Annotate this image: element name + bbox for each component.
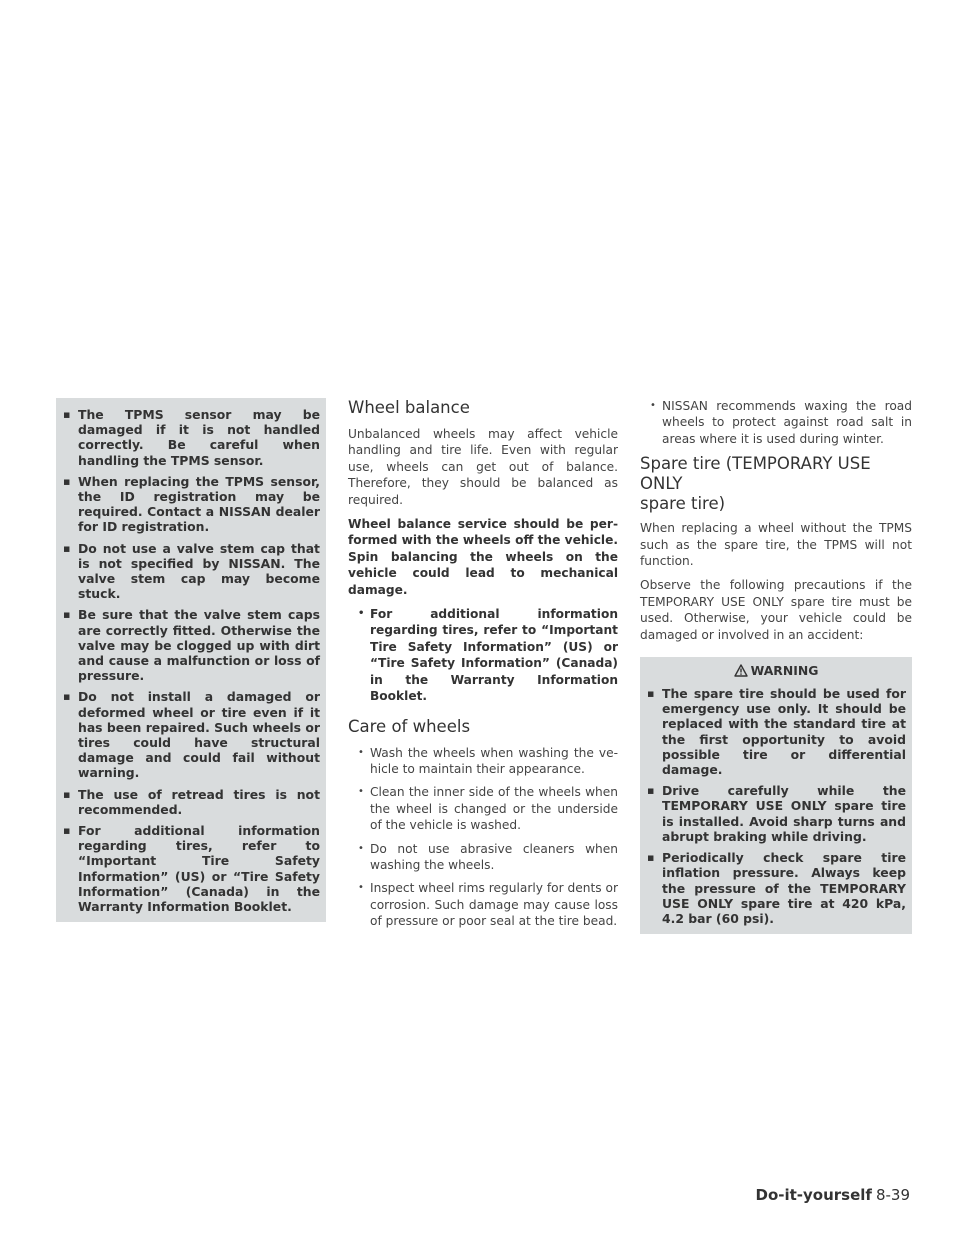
care-of-wheels-heading: Care of wheels (348, 716, 471, 736)
warning-item: ▪ Periodically check spare tire inflation pressure. Always keep the pressure of the TEMPORARY USE ONLY spare tire at 420 kPa, 4.2 bar (60 psi). (646, 850, 906, 926)
caution-item: ▪ The TPMS sensor may be damaged if it is not handled correctly. Be careful when handling the TPMS sensor. (62, 407, 320, 468)
spare-tire-paragraph: When replacing a wheel without the TPMS such as the spare tire, the TPMS will not function. (640, 521, 912, 569)
care-item: • Wash the wheels when washing the vehicle to maintain their appearance. (348, 745, 618, 778)
spare-tire-heading-line2: spare tire) (640, 494, 726, 514)
wheel-balance-bullet: • For additional information regarding tires, refer to “Important Tire Safety Information” (US) or “Tire Safety Information” (Canada) in the Warranty Information Booklet. (348, 606, 618, 704)
care-item: • Inspect wheel rims regularly for dents or corrosion. Such damage may cause loss of pressure or poor seal at the tire bead. (348, 880, 618, 929)
wheel-balance-heading: Wheel balance (348, 398, 470, 417)
care-item: • Clean the inner side of the wheels when the wheel is changed or the underside of the vehicle is washed. (348, 784, 618, 833)
page-footer (756, 1186, 911, 1204)
warning-box (640, 657, 912, 934)
warning-label: WARNING (750, 663, 819, 679)
left-column (56, 398, 326, 922)
warning-header (640, 657, 912, 682)
care-item: • NISSAN recommends waxing the road wheels to protect against road salt in areas where it is used during winter. (640, 398, 912, 447)
warning-item: ▪ The spare tire should be used for emergency use only. It should be replaced with the standard tire at the first opportunity to avoid possible tire or differential damage. (646, 686, 906, 777)
caution-item: ▪ Be sure that the valve stem caps are correctly fitted. Otherwise the valve may be clogged up with dirt and cause a malfunction or loss of pressure. (62, 607, 320, 683)
tpms-caution-box (56, 398, 326, 922)
wheel-balance-paragraph: Unbalanced wheels may affect vehicle handling and tire life. Even with regular use, wheels can get out of balance. Therefore, they should be balanced as required. (348, 427, 618, 507)
section-title: Do-it-yourself (755, 1186, 872, 1204)
warning-triangle-icon (734, 664, 748, 677)
caution-item: ▪ The use of retread tires is not recommended. (62, 787, 320, 817)
right-column (640, 398, 912, 934)
caution-item: ▪ For additional information regarding tires, refer to “Important Tire Safety Information” (US) or “Tire Safety Information” (Canada) in the Warranty Information Booklet. (62, 823, 320, 914)
page-number: 8-39 (875, 1186, 910, 1204)
warning-item: ▪ Drive carefully while the TEMPORARY USE ONLY spare tire is installed. Avoid sharp turns and abrupt braking while driving. (646, 783, 906, 844)
spare-tire-heading (640, 454, 912, 514)
middle-column (348, 398, 618, 937)
caution-item: ▪ When replacing the TPMS sensor, the ID registration may be required. Contact a NISSAN dealer for ID registration. (62, 474, 320, 535)
care-item: • Do not use abrasive cleaners when washing the wheels. (348, 841, 618, 874)
caution-item: ▪ Do not install a damaged or deformed wheel or tire even if it has been repaired. Such wheels or tires could have structural damage and could fail without warning. (62, 689, 320, 780)
spare-tire-warning-list (640, 682, 912, 934)
spare-tire-precautions: Observe the following precautions if the TEMPORARY USE ONLY spare tire must be used. Otherwise, your vehicle could be damaged or involved in an accident: (640, 578, 912, 642)
spare-tire-heading-line1: Spare tire (TEMPORARY USE ONLY (640, 454, 871, 494)
wheel-balance-note: Wheel balance service should be performed with the wheels off the vehicle. Spin balancing the wheels on the vehicle could lead to mechanical damage. (348, 517, 618, 597)
caution-item: ▪ Do not use a valve stem cap that is not specified by NISSAN. The valve stem cap may become stuck. (62, 541, 320, 602)
